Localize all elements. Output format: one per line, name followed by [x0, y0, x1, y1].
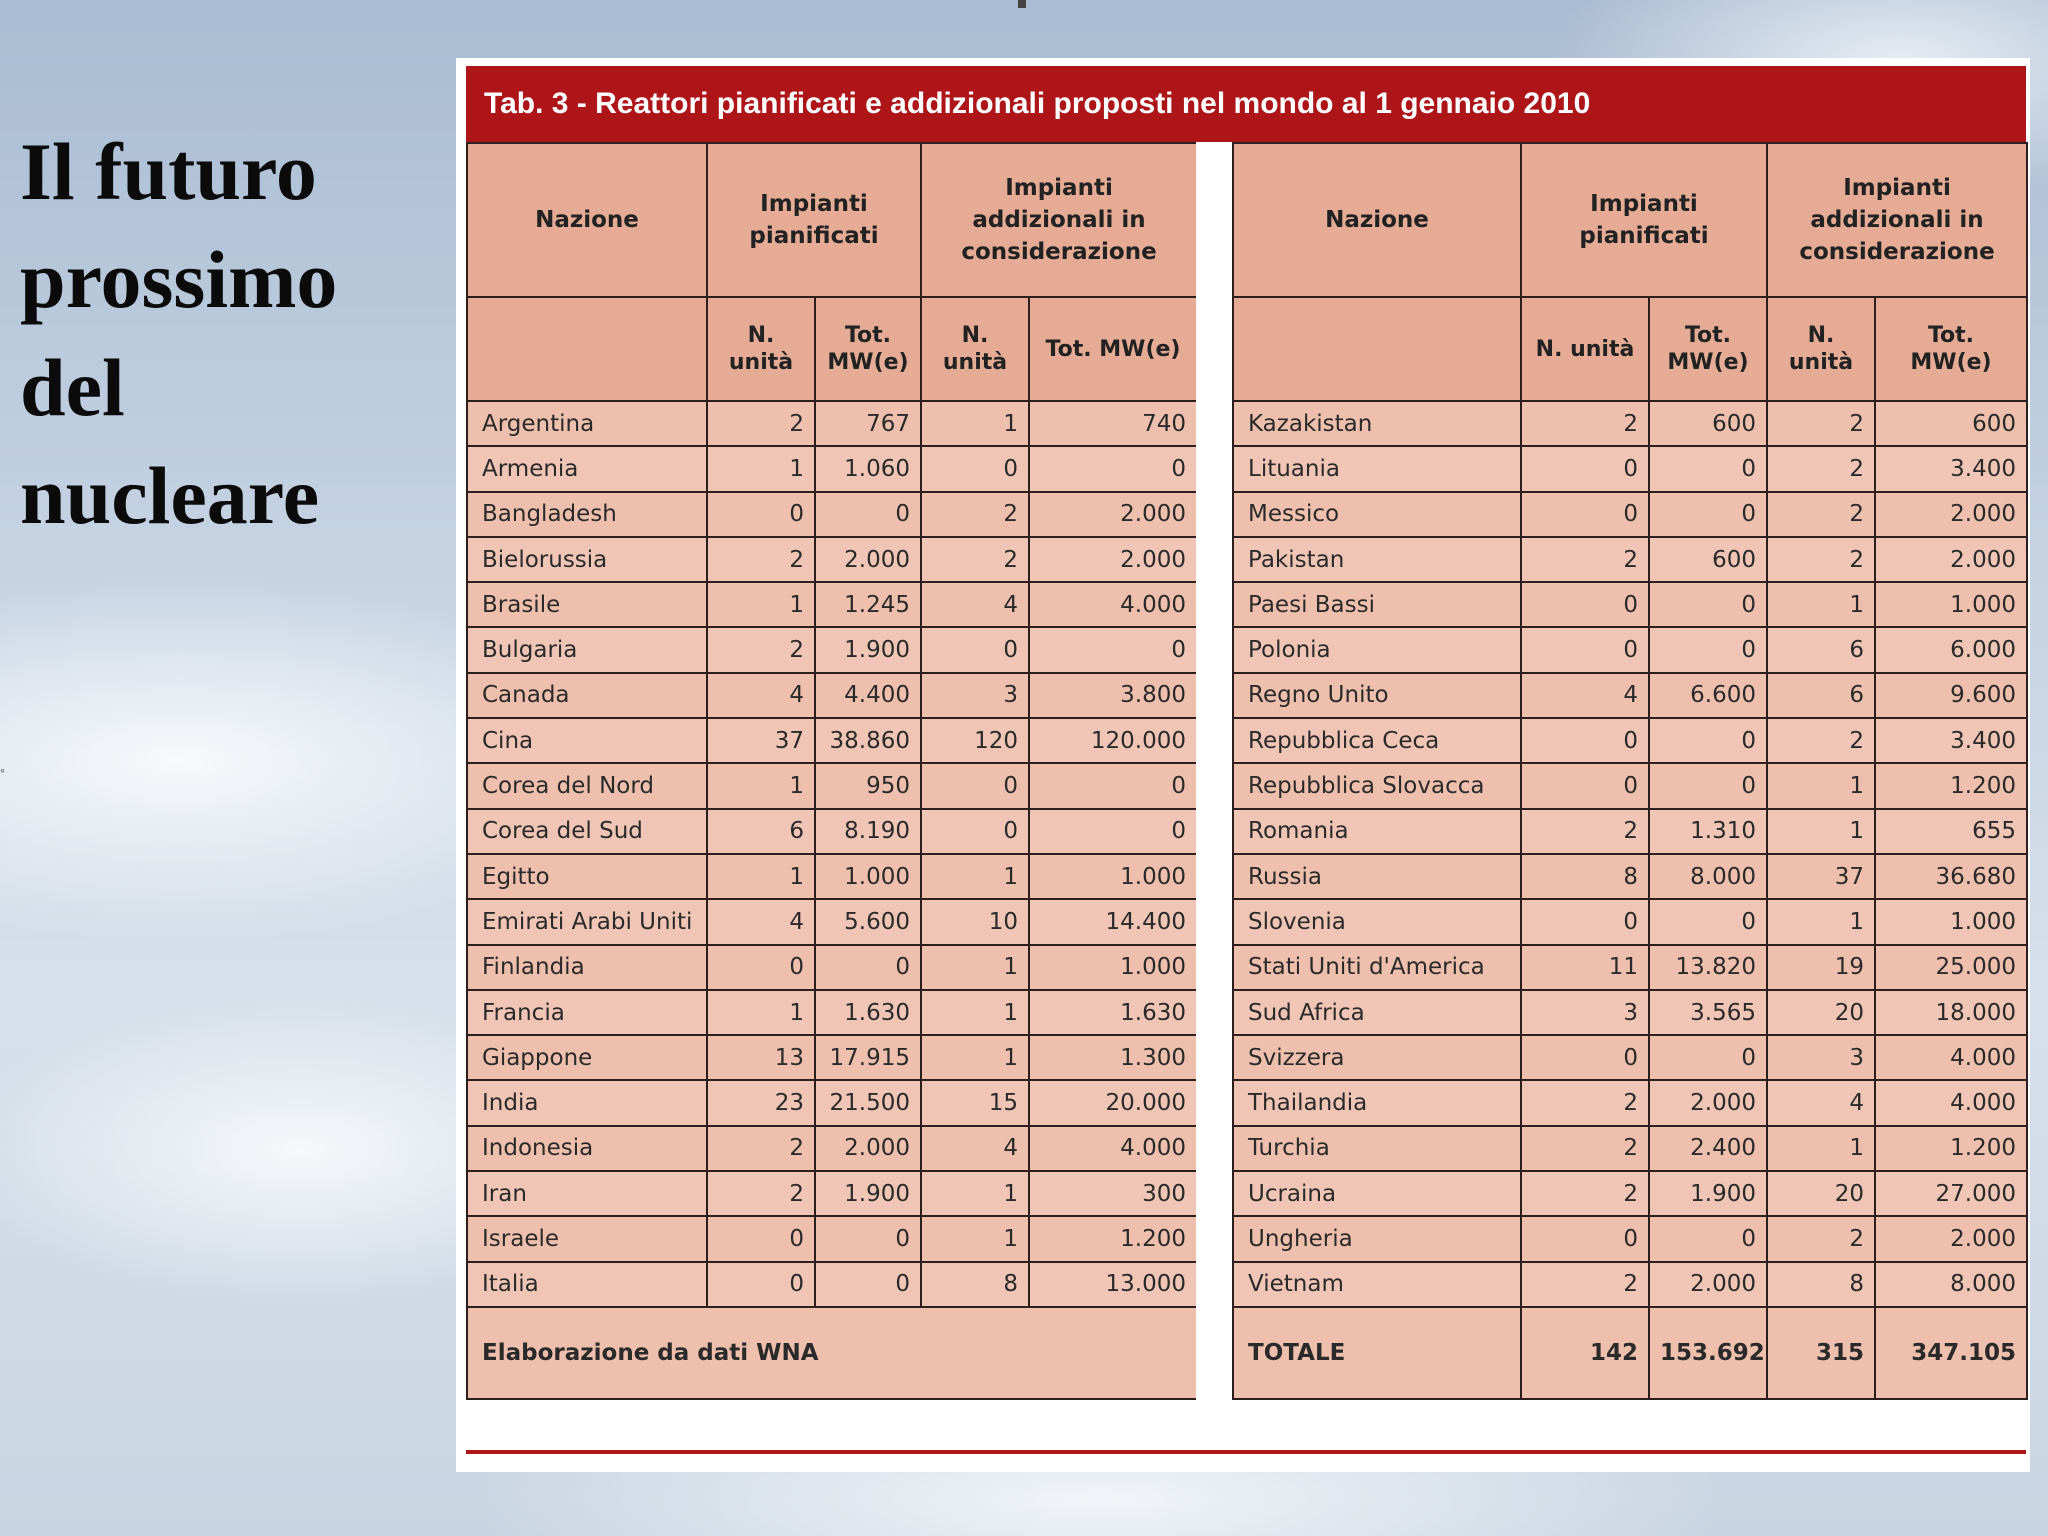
- cell-additional-mw: 4.000: [1029, 1126, 1197, 1171]
- cell-additional-units: 1: [921, 990, 1029, 1035]
- cell-planned-mw: 0: [1649, 718, 1767, 763]
- bullet-icon: ◦: [0, 762, 5, 778]
- table-row: [1233, 718, 2027, 763]
- cell-planned-units: 2: [707, 401, 815, 446]
- cell-additional-mw: 6.000: [1875, 627, 2027, 672]
- cell-nation: Paesi Bassi: [1233, 582, 1521, 627]
- table-left-half: [466, 142, 1198, 1400]
- cell-nation: Emirati Arabi Uniti: [467, 899, 707, 944]
- table-row: [1233, 673, 2027, 718]
- cell-planned-mw: 1.245: [815, 582, 921, 627]
- cell-planned-mw: 0: [1649, 1216, 1767, 1261]
- cell-planned-units: 2: [1521, 1262, 1649, 1307]
- cell-planned-mw: 2.000: [815, 1126, 921, 1171]
- cell-additional-mw: 600: [1875, 401, 2027, 446]
- total-additional-mw: 347.105: [1875, 1307, 2027, 1399]
- table-gutter: [1196, 142, 1232, 1454]
- cell-planned-mw: 1.900: [815, 627, 921, 672]
- table-row: [467, 1035, 1197, 1080]
- cell-planned-mw: 8.190: [815, 809, 921, 854]
- cell-nation: Thailandia: [1233, 1080, 1521, 1125]
- cell-nation: Pakistan: [1233, 537, 1521, 582]
- cell-additional-mw: 14.400: [1029, 899, 1197, 944]
- cell-planned-units: 0: [1521, 718, 1649, 763]
- cell-additional-units: 1: [921, 401, 1029, 446]
- table-row: [1233, 446, 2027, 491]
- cell-additional-mw: 2.000: [1875, 492, 2027, 537]
- cell-planned-mw: 0: [1649, 899, 1767, 944]
- cell-additional-mw: 740: [1029, 401, 1197, 446]
- table-row: [1233, 401, 2027, 446]
- cell-additional-units: 4: [921, 582, 1029, 627]
- cell-planned-units: 0: [707, 945, 815, 990]
- total-additional-units: 315: [1767, 1307, 1875, 1399]
- cell-planned-units: 2: [1521, 1126, 1649, 1171]
- cell-additional-mw: 1.200: [1029, 1216, 1197, 1261]
- cell-planned-mw: 38.860: [815, 718, 921, 763]
- cell-additional-mw: 8.000: [1875, 1262, 2027, 1307]
- cell-additional-mw: 1.000: [1875, 582, 2027, 627]
- cell-nation: Slovenia: [1233, 899, 1521, 944]
- cell-additional-units: 1: [921, 1171, 1029, 1216]
- cell-planned-units: 1: [707, 854, 815, 899]
- cell-additional-units: 3: [1767, 1035, 1875, 1080]
- cell-additional-mw: 1.300: [1029, 1035, 1197, 1080]
- cell-additional-mw: 2.000: [1029, 492, 1197, 537]
- col-header-additional: Impianti addizionali in considerazione: [1767, 143, 2027, 297]
- cell-planned-mw: 2.400: [1649, 1126, 1767, 1171]
- cell-additional-units: 3: [921, 673, 1029, 718]
- table-row: [1233, 945, 2027, 990]
- title-line: prossimo: [20, 234, 338, 325]
- cell-additional-units: 6: [1767, 673, 1875, 718]
- cell-nation: Repubblica Slovacca: [1233, 763, 1521, 808]
- cell-additional-mw: 36.680: [1875, 854, 2027, 899]
- cell-nation: Ungheria: [1233, 1216, 1521, 1261]
- cell-nation: Argentina: [467, 401, 707, 446]
- cell-additional-units: 1: [1767, 763, 1875, 808]
- cell-planned-mw: 0: [1649, 763, 1767, 808]
- cell-additional-units: 20: [1767, 1171, 1875, 1216]
- cell-planned-units: 0: [707, 1216, 815, 1261]
- cell-additional-mw: 4.000: [1875, 1080, 2027, 1125]
- cell-additional-units: 8: [921, 1262, 1029, 1307]
- cell-planned-units: 2: [1521, 401, 1649, 446]
- cell-nation: Israele: [467, 1216, 707, 1261]
- cell-planned-mw: 0: [815, 945, 921, 990]
- cell-additional-mw: 0: [1029, 446, 1197, 491]
- table-row: [467, 1126, 1197, 1171]
- cell-planned-units: 0: [1521, 582, 1649, 627]
- cell-planned-mw: 5.600: [815, 899, 921, 944]
- cell-additional-mw: 655: [1875, 809, 2027, 854]
- cell-additional-mw: 1.000: [1029, 945, 1197, 990]
- cell-planned-units: 2: [707, 1126, 815, 1171]
- table-row: [1233, 1262, 2027, 1307]
- cell-additional-units: 0: [921, 627, 1029, 672]
- cell-nation: Romania: [1233, 809, 1521, 854]
- cell-additional-units: 15: [921, 1080, 1029, 1125]
- cell-additional-units: 8: [1767, 1262, 1875, 1307]
- cell-additional-units: 2: [1767, 446, 1875, 491]
- cell-planned-mw: 3.565: [1649, 990, 1767, 1035]
- cell-planned-units: 3: [1521, 990, 1649, 1035]
- cell-additional-units: 1: [1767, 809, 1875, 854]
- table-row: [467, 1216, 1197, 1261]
- cell-nation: Canada: [467, 673, 707, 718]
- cell-additional-units: 1: [921, 1035, 1029, 1080]
- cell-planned-units: 0: [1521, 1035, 1649, 1080]
- cell-additional-mw: 0: [1029, 763, 1197, 808]
- cell-additional-units: 2: [1767, 1216, 1875, 1261]
- cell-additional-units: 4: [1767, 1080, 1875, 1125]
- table-bottom-rule: [466, 1450, 2026, 1454]
- cell-planned-units: 1: [707, 763, 815, 808]
- cell-additional-units: 2: [1767, 492, 1875, 537]
- table-title: Tab. 3 - Reattori pianificati e addizionali proposti nel mondo al 1 gennaio 2010: [484, 87, 1591, 120]
- cell-additional-mw: 0: [1029, 627, 1197, 672]
- cell-planned-units: 13: [707, 1035, 815, 1080]
- table-row: [1233, 854, 2027, 899]
- cell-nation: Polonia: [1233, 627, 1521, 672]
- table-right-half: [1232, 142, 2028, 1400]
- cell-nation: Repubblica Ceca: [1233, 718, 1521, 763]
- cell-additional-mw: 4.000: [1029, 582, 1197, 627]
- table-row: [467, 718, 1197, 763]
- col-header-additional: Impianti addizionali in considerazione: [921, 143, 1197, 297]
- cell-additional-mw: 25.000: [1875, 945, 2027, 990]
- cell-nation: India: [467, 1080, 707, 1125]
- cell-additional-mw: 120.000: [1029, 718, 1197, 763]
- table-row: [467, 582, 1197, 627]
- cell-planned-mw: 0: [815, 1216, 921, 1261]
- cell-nation: Ucraina: [1233, 1171, 1521, 1216]
- title-line: Il futuro: [20, 126, 317, 217]
- cell-nation: Lituania: [1233, 446, 1521, 491]
- cell-planned-mw: 0: [815, 492, 921, 537]
- table-row: [467, 990, 1197, 1035]
- cell-additional-units: 2: [921, 492, 1029, 537]
- cell-additional-units: 1: [1767, 582, 1875, 627]
- cell-nation: Regno Unito: [1233, 673, 1521, 718]
- cell-planned-units: 0: [1521, 763, 1649, 808]
- cell-additional-mw: 1.200: [1875, 1126, 2027, 1171]
- cell-additional-units: 6: [1767, 627, 1875, 672]
- table-row: [1233, 537, 2027, 582]
- total-planned-units: 142: [1521, 1307, 1649, 1399]
- cell-nation: Italia: [467, 1262, 707, 1307]
- cell-additional-units: 2: [1767, 718, 1875, 763]
- cell-nation: Francia: [467, 990, 707, 1035]
- cell-planned-units: 23: [707, 1080, 815, 1125]
- table-row: [1233, 582, 2027, 627]
- cell-planned-mw: 0: [1649, 627, 1767, 672]
- cell-additional-units: 37: [1767, 854, 1875, 899]
- cell-planned-units: 0: [1521, 1216, 1649, 1261]
- cell-planned-units: 11: [1521, 945, 1649, 990]
- cell-planned-mw: 600: [1649, 401, 1767, 446]
- cell-planned-units: 2: [1521, 537, 1649, 582]
- col-subheader-empty: [467, 297, 707, 401]
- table-row: [467, 854, 1197, 899]
- col-header-nation: Nazione: [1233, 143, 1521, 297]
- table-image: [456, 58, 2030, 1472]
- table-row: [1233, 1035, 2027, 1080]
- col-subheader-units: N. unità: [921, 297, 1029, 401]
- cell-planned-mw: 4.400: [815, 673, 921, 718]
- total-label: TOTALE: [1233, 1307, 1521, 1399]
- cell-planned-mw: 1.310: [1649, 809, 1767, 854]
- table-row: [467, 537, 1197, 582]
- cell-additional-units: 1: [921, 1216, 1029, 1261]
- cell-additional-mw: 1.000: [1875, 899, 2027, 944]
- col-subheader-empty: [1233, 297, 1521, 401]
- cell-planned-units: 0: [1521, 492, 1649, 537]
- cell-nation: Russia: [1233, 854, 1521, 899]
- cell-nation: Bangladesh: [467, 492, 707, 537]
- cell-additional-mw: 13.000: [1029, 1262, 1197, 1307]
- table-row: [467, 763, 1197, 808]
- cell-planned-units: 2: [707, 537, 815, 582]
- cell-additional-mw: 0: [1029, 809, 1197, 854]
- title-line: del: [20, 342, 125, 433]
- cell-planned-units: 2: [707, 627, 815, 672]
- cell-planned-units: 6: [707, 809, 815, 854]
- cell-planned-mw: 2.000: [1649, 1080, 1767, 1125]
- cell-nation: Brasile: [467, 582, 707, 627]
- col-header-planned: Impianti pianificati: [1521, 143, 1767, 297]
- cell-planned-mw: 0: [1649, 582, 1767, 627]
- cell-planned-units: 1: [707, 446, 815, 491]
- cell-additional-units: 0: [921, 809, 1029, 854]
- cell-additional-units: 20: [1767, 990, 1875, 1035]
- cell-nation: Cina: [467, 718, 707, 763]
- cell-nation: Finlandia: [467, 945, 707, 990]
- cell-planned-mw: 2.000: [1649, 1262, 1767, 1307]
- cell-additional-mw: 3.400: [1875, 446, 2027, 491]
- cell-additional-units: 1: [1767, 1126, 1875, 1171]
- cell-planned-units: 0: [1521, 446, 1649, 491]
- col-header-nation: Nazione: [467, 143, 707, 297]
- cell-additional-units: 10: [921, 899, 1029, 944]
- col-subheader-units: N. unità: [707, 297, 815, 401]
- cell-planned-units: 37: [707, 718, 815, 763]
- cell-nation: Vietnam: [1233, 1262, 1521, 1307]
- cell-additional-units: 1: [1767, 899, 1875, 944]
- cell-planned-mw: 1.000: [815, 854, 921, 899]
- cell-additional-mw: 2.000: [1875, 1216, 2027, 1261]
- cell-nation: Bielorussia: [467, 537, 707, 582]
- table-row: [467, 1262, 1197, 1307]
- table-row: [1233, 763, 2027, 808]
- cell-planned-units: 8: [1521, 854, 1649, 899]
- cell-planned-units: 4: [707, 673, 815, 718]
- cell-additional-units: 0: [921, 446, 1029, 491]
- table-row: [467, 945, 1197, 990]
- col-subheader-units: N. unità: [1767, 297, 1875, 401]
- slide-title: [20, 118, 440, 550]
- cell-planned-units: 0: [1521, 899, 1649, 944]
- col-subheader-mw: Tot. MW(e): [1029, 297, 1197, 401]
- col-subheader-mw: Tot. MW(e): [1875, 297, 2027, 401]
- cell-additional-units: 2: [921, 537, 1029, 582]
- table-row: [467, 1171, 1197, 1216]
- cell-additional-mw: 2.000: [1875, 537, 2027, 582]
- table-row: [467, 446, 1197, 491]
- table-row: [1233, 1126, 2027, 1171]
- cell-planned-units: 4: [1521, 673, 1649, 718]
- cell-planned-mw: 767: [815, 401, 921, 446]
- cell-planned-units: 1: [707, 990, 815, 1035]
- cell-additional-mw: 27.000: [1875, 1171, 2027, 1216]
- cell-planned-mw: 1.060: [815, 446, 921, 491]
- cell-additional-mw: 4.000: [1875, 1035, 2027, 1080]
- cell-planned-mw: 0: [1649, 1035, 1767, 1080]
- cell-nation: Turchia: [1233, 1126, 1521, 1171]
- cell-planned-mw: 1.900: [1649, 1171, 1767, 1216]
- table-row: [1233, 809, 2027, 854]
- table-row: [467, 673, 1197, 718]
- stray-mark: [1018, 0, 1026, 8]
- cell-nation: Corea del Sud: [467, 809, 707, 854]
- cell-nation: Bulgaria: [467, 627, 707, 672]
- table-row: [467, 401, 1197, 446]
- cell-planned-units: 0: [1521, 627, 1649, 672]
- cell-planned-units: 2: [707, 1171, 815, 1216]
- cell-nation: Egitto: [467, 854, 707, 899]
- cell-planned-units: 2: [1521, 1080, 1649, 1125]
- total-planned-mw: 153.692: [1649, 1307, 1767, 1399]
- cell-nation: Sud Africa: [1233, 990, 1521, 1035]
- cell-nation: Svizzera: [1233, 1035, 1521, 1080]
- cell-additional-units: 19: [1767, 945, 1875, 990]
- table-row: [1233, 627, 2027, 672]
- cell-additional-units: 2: [1767, 537, 1875, 582]
- cell-additional-mw: 300: [1029, 1171, 1197, 1216]
- cell-planned-mw: 8.000: [1649, 854, 1767, 899]
- table-row: [467, 1080, 1197, 1125]
- cell-additional-units: 1: [921, 854, 1029, 899]
- cell-nation: Kazakistan: [1233, 401, 1521, 446]
- table-row: [1233, 990, 2027, 1035]
- cell-planned-units: 1: [707, 582, 815, 627]
- table-row: [467, 809, 1197, 854]
- cell-planned-mw: 950: [815, 763, 921, 808]
- cell-additional-mw: 1.630: [1029, 990, 1197, 1035]
- cell-additional-mw: 1.000: [1029, 854, 1197, 899]
- table-row: [1233, 1080, 2027, 1125]
- cell-nation: Stati Uniti d'America: [1233, 945, 1521, 990]
- col-subheader-mw: Tot. MW(e): [1649, 297, 1767, 401]
- cell-additional-mw: 20.000: [1029, 1080, 1197, 1125]
- cell-nation: Corea del Nord: [467, 763, 707, 808]
- table-row: [1233, 492, 2027, 537]
- table-row: [1233, 1216, 2027, 1261]
- cell-nation: Giappone: [467, 1035, 707, 1080]
- cell-additional-mw: 3.400: [1875, 718, 2027, 763]
- cell-planned-units: 2: [1521, 809, 1649, 854]
- cell-additional-mw: 18.000: [1875, 990, 2027, 1035]
- cell-additional-units: 2: [1767, 401, 1875, 446]
- cell-planned-mw: 17.915: [815, 1035, 921, 1080]
- cell-planned-mw: 13.820: [1649, 945, 1767, 990]
- col-subheader-mw: Tot. MW(e): [815, 297, 921, 401]
- cell-nation: Armenia: [467, 446, 707, 491]
- col-subheader-units: N. unità: [1521, 297, 1649, 401]
- cell-nation: Iran: [467, 1171, 707, 1216]
- cell-planned-mw: 6.600: [1649, 673, 1767, 718]
- cell-planned-mw: 0: [1649, 492, 1767, 537]
- cell-nation: Messico: [1233, 492, 1521, 537]
- cell-additional-mw: 1.200: [1875, 763, 2027, 808]
- table-row: [467, 899, 1197, 944]
- cell-additional-mw: 9.600: [1875, 673, 2027, 718]
- cell-additional-mw: 2.000: [1029, 537, 1197, 582]
- table-row: [467, 627, 1197, 672]
- table-row: [467, 492, 1197, 537]
- cell-planned-mw: 1.900: [815, 1171, 921, 1216]
- cell-planned-units: 0: [707, 1262, 815, 1307]
- cell-planned-mw: 600: [1649, 537, 1767, 582]
- cell-nation: Indonesia: [467, 1126, 707, 1171]
- cell-additional-units: 4: [921, 1126, 1029, 1171]
- cell-planned-mw: 0: [1649, 446, 1767, 491]
- cell-planned-mw: 21.500: [815, 1080, 921, 1125]
- cell-planned-mw: 2.000: [815, 537, 921, 582]
- table-row: [1233, 899, 2027, 944]
- cell-planned-mw: 1.630: [815, 990, 921, 1035]
- cell-additional-mw: 3.800: [1029, 673, 1197, 718]
- cell-additional-units: 1: [921, 945, 1029, 990]
- table-row: [1233, 1171, 2027, 1216]
- title-line: nucleare: [20, 450, 320, 541]
- cell-planned-units: 2: [1521, 1171, 1649, 1216]
- col-header-planned: Impianti pianificati: [707, 143, 921, 297]
- table-title-bar: [466, 66, 2026, 142]
- source-note: Elaborazione da dati WNA: [467, 1307, 1197, 1399]
- cell-additional-units: 0: [921, 763, 1029, 808]
- cell-planned-units: 0: [707, 492, 815, 537]
- cell-planned-units: 4: [707, 899, 815, 944]
- cell-additional-units: 120: [921, 718, 1029, 763]
- cell-planned-mw: 0: [815, 1262, 921, 1307]
